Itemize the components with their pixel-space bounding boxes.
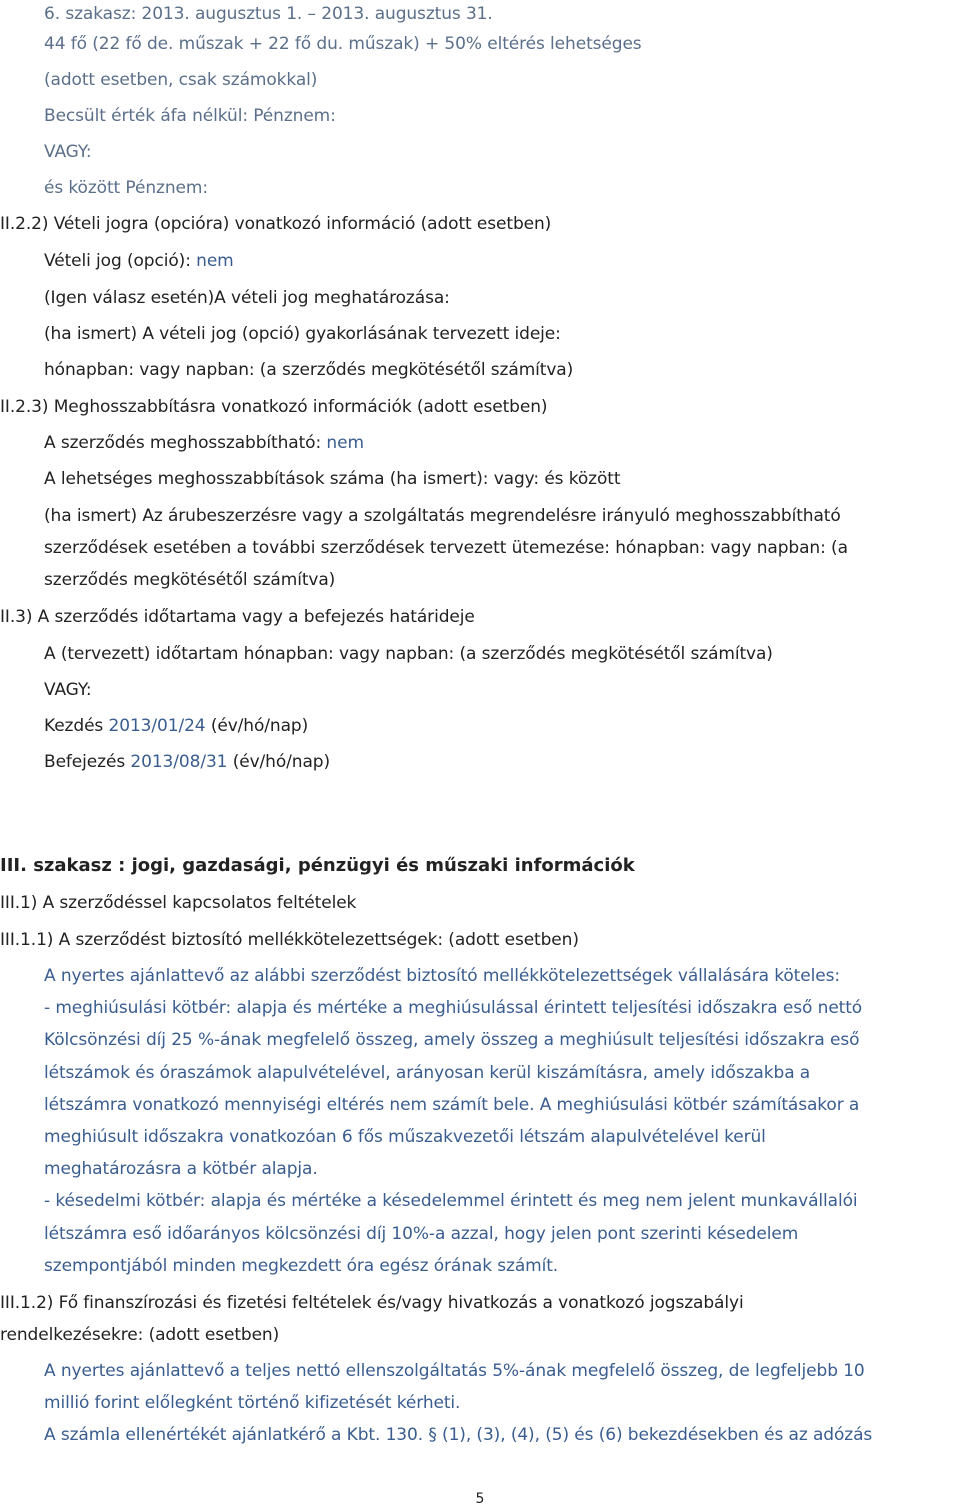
text-line: 44 fő (22 fő de. műszak + 22 fő du. műszak) + 50% eltérés lehetséges xyxy=(44,34,642,54)
text-line: - meghiúsulási kötbér: alapja és mértéke a meghiúsulással érintett teljesítési időszakra eső nettó xyxy=(44,998,863,1018)
field-value: 2013/08/31 xyxy=(130,752,228,772)
text-line: 6. szakasz: 2013. augusztus 1. – 2013. augusztus 31. xyxy=(44,4,493,24)
field-label: Befejezés xyxy=(44,752,126,772)
text-line xyxy=(44,751,330,773)
text-line xyxy=(44,250,234,272)
section-heading: II.2.2) Vételi jogra (opcióra) vonatkozó információ (adott esetben) xyxy=(0,214,552,234)
text-line: létszámra eső időarányos kölcsönzési díj 10%-a azzal, hogy jelen pont szerinti késedelem xyxy=(44,1224,799,1244)
field-label: Kezdés xyxy=(44,716,104,736)
text-line: Becsült érték áfa nélkül: Pénznem: xyxy=(44,106,336,126)
text-line: létszámok és óraszámok alapulvételével, arányosan kerül kiszámításra, amely időszakba a xyxy=(44,1063,811,1083)
section-heading: III.1.1) A szerződést biztosító mellékkötelezettségek: (adott esetben) xyxy=(0,930,579,950)
text-line: (ha ismert) Az árubeszerzésre vagy a szolgáltatás megrendelésre irányuló meghosszabbítható xyxy=(44,506,841,526)
text-line: szerződés megkötésétől számítva) xyxy=(44,570,336,590)
section-heading: III.1.2) Fő finanszírozási és fizetési feltételek és/vagy hivatkozás a vonatkozó jogszabályi xyxy=(0,1293,744,1313)
text-line: szerződések esetében a további szerződések tervezett ütemezése: hónapban: vagy napban: (a xyxy=(44,538,848,558)
field-label: Vételi jog (opció): xyxy=(44,251,191,271)
field-label: A szerződés meghosszabbítható: xyxy=(44,433,322,453)
text-line: VAGY: xyxy=(44,680,92,700)
field-suffix: (év/hó/nap) xyxy=(210,716,309,736)
section-heading: II.3) A szerződés időtartama vagy a befejezés határideje xyxy=(0,607,475,627)
text-line: A lehetséges meghosszabbítások száma (ha ismert): vagy: és között xyxy=(44,469,621,489)
text-line: (ha ismert) A vételi jog (opció) gyakorlásának tervezett ideje: xyxy=(44,324,561,344)
field-value: nem xyxy=(326,433,364,453)
text-line: létszámra vonatkozó mennyiségi eltérés nem számít bele. A meghiúsulási kötbér számításakor a xyxy=(44,1095,860,1115)
text-line: - késedelmi kötbér: alapja és mértéke a késedelemmel érintett és meg nem jelent munkavállalói xyxy=(44,1191,858,1211)
text-line: Kölcsönzési díj 25 %-ának megfelelő összeg, amely összeg a meghiúsult teljesítési időszakra eső xyxy=(44,1030,860,1050)
field-suffix: (év/hó/nap) xyxy=(232,752,331,772)
page-number: 5 xyxy=(475,1491,485,1507)
section-heading: III.1) A szerződéssel kapcsolatos feltételek xyxy=(0,893,357,913)
part-heading: III. szakasz : jogi, gazdasági, pénzügyi és műszaki információk xyxy=(0,855,635,876)
text-line: millió forint előlegként történő kifizetését kérheti. xyxy=(44,1393,461,1413)
text-line: A nyertes ajánlattevő a teljes nettó ellenszolgáltatás 5%-ának megfelelő összeg, de legfeljebb 10 xyxy=(44,1361,865,1381)
text-line xyxy=(44,432,364,454)
text-line: A (tervezett) időtartam hónapban: vagy napban: (a szerződés megkötésétől számítva) xyxy=(44,644,773,664)
text-line: A számla ellenértékét ajánlatkérő a Kbt. 130. § (1), (3), (4), (5) és (6) bekezdésekben és az adózás xyxy=(44,1425,873,1445)
text-line: és között Pénznem: xyxy=(44,178,208,198)
field-value: nem xyxy=(196,251,234,271)
text-line: rendelkezésekre: (adott esetben) xyxy=(0,1325,280,1345)
text-line: (adott esetben, csak számokkal) xyxy=(44,70,318,90)
field-value: 2013/01/24 xyxy=(108,716,206,736)
text-line: VAGY: xyxy=(44,142,92,162)
text-line: (Igen válasz esetén)A vételi jog meghatározása: xyxy=(44,288,450,308)
text-line: meghatározásra a kötbér alapja. xyxy=(44,1159,318,1179)
text-line xyxy=(44,715,308,737)
section-heading: II.2.3) Meghosszabbításra vonatkozó információk (adott esetben) xyxy=(0,397,548,417)
text-line: A nyertes ajánlattevő az alábbi szerződést biztosító mellékkötelezettségek vállalására köteles: xyxy=(44,966,840,986)
text-line: szempontjából minden megkezdett óra egész órának számít. xyxy=(44,1256,559,1276)
text-line: meghiúsult időszakra vonatkozóan 6 fős műszakvezetői létszám alapulvételével kerül xyxy=(44,1127,766,1147)
text-line: hónapban: vagy napban: (a szerződés megkötésétől számítva) xyxy=(44,360,574,380)
